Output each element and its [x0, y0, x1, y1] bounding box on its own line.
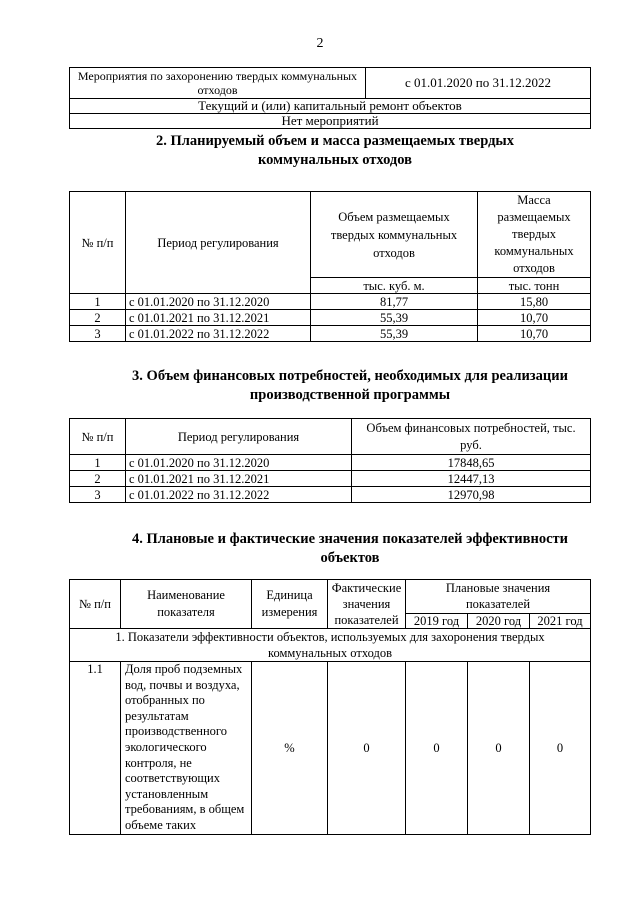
row-num: 2 — [70, 310, 126, 326]
col-2021: 2021 год — [530, 613, 591, 628]
col-period: Период регулирования — [126, 192, 311, 294]
row-num: 1.1 — [70, 662, 121, 835]
no-activities-row: Нет мероприятий — [70, 114, 591, 129]
row-period: с 01.01.2021 по 31.12.2021 — [126, 310, 311, 326]
row-period: с 01.01.2020 по 31.12.2020 — [126, 294, 311, 310]
table-row — [70, 294, 591, 310]
section4-heading: 4. Плановые и фактические значения показателей эффективности объектов — [131, 531, 568, 566]
activities-table — [69, 67, 591, 129]
col-volume-unit: тыс. куб. м. — [311, 278, 478, 294]
row-volume: 55,39 — [311, 326, 478, 342]
row-unit: % — [252, 662, 328, 835]
repair-row: Текущий и (или) капитальный ремонт объектов — [70, 99, 591, 114]
col-mass-unit: тыс. тонн — [478, 278, 591, 294]
row-period: с 01.01.2022 по 31.12.2022 — [126, 326, 311, 342]
row-num: 1 — [70, 455, 126, 471]
row-actual: 0 — [328, 662, 406, 835]
col-2019: 2019 год — [406, 613, 468, 628]
col-unit: Единица измерения — [252, 580, 328, 629]
row-period: с 01.01.2020 по 31.12.2020 — [126, 455, 352, 471]
row-mass: 10,70 — [478, 326, 591, 342]
table-row — [70, 455, 591, 471]
row-mass: 15,80 — [478, 294, 591, 310]
row-value: 17848,65 — [352, 455, 591, 471]
table-row — [70, 487, 591, 503]
col-name: Наименование показателя — [121, 580, 252, 629]
row-value: 12447,13 — [352, 471, 591, 487]
table-row — [70, 662, 591, 835]
row-period: с 01.01.2021 по 31.12.2021 — [126, 471, 352, 487]
col-mass: Масса размещаемых твердых коммунальных отходов — [478, 192, 591, 278]
table-row — [70, 310, 591, 326]
table-row — [70, 471, 591, 487]
page-number: 2 — [316, 36, 324, 51]
row-2021: 0 — [530, 662, 591, 835]
col-2020: 2020 год — [468, 613, 530, 628]
col-num: № п/п — [70, 192, 126, 294]
finance-table — [69, 418, 591, 503]
col-actual: Фактические значения показателей — [328, 580, 406, 629]
row-volume: 81,77 — [311, 294, 478, 310]
col-finance: Объем финансовых потребностей, тыс. руб. — [352, 419, 591, 455]
row-2019: 0 — [406, 662, 468, 835]
row-value: 12970,98 — [352, 487, 591, 503]
group-title: 1. Показатели эффективности объектов, используемых для захоронения твердых коммунальных отходов — [70, 629, 591, 662]
section3-heading: 3. Объем финансовых потребностей, необходимых для реализации производственной программы — [132, 368, 568, 403]
row-num: 1 — [70, 294, 126, 310]
row-volume: 55,39 — [311, 310, 478, 326]
activity-label: Мероприятия по захоронению твердых коммунальных отходов — [70, 68, 366, 99]
activity-period: с 01.01.2020 по 31.12.2022 — [366, 68, 591, 99]
section2-heading: 2. Планируемый объем и масса размещаемых твердых коммунальных отходов — [155, 133, 515, 168]
col-num: № п/п — [70, 419, 126, 455]
col-planned: Плановые значения показателей — [406, 580, 591, 614]
row-num: 2 — [70, 471, 126, 487]
row-num: 3 — [70, 326, 126, 342]
efficiency-table — [69, 579, 591, 835]
waste-volume-table — [69, 191, 591, 342]
col-period: Период регулирования — [126, 419, 352, 455]
row-period: с 01.01.2022 по 31.12.2022 — [126, 487, 352, 503]
table-row — [70, 326, 591, 342]
col-volume: Объем размещаемых твердых коммунальных отходов — [311, 192, 478, 278]
row-2020: 0 — [468, 662, 530, 835]
row-num: 3 — [70, 487, 126, 503]
col-num: № п/п — [70, 580, 121, 629]
row-mass: 10,70 — [478, 310, 591, 326]
row-name: Доля проб подземных вод, почвы и воздуха, отобранных по результатам производственного экологического контроля, не соответствующих установленным требованиям, в общем объеме таких — [121, 662, 252, 835]
